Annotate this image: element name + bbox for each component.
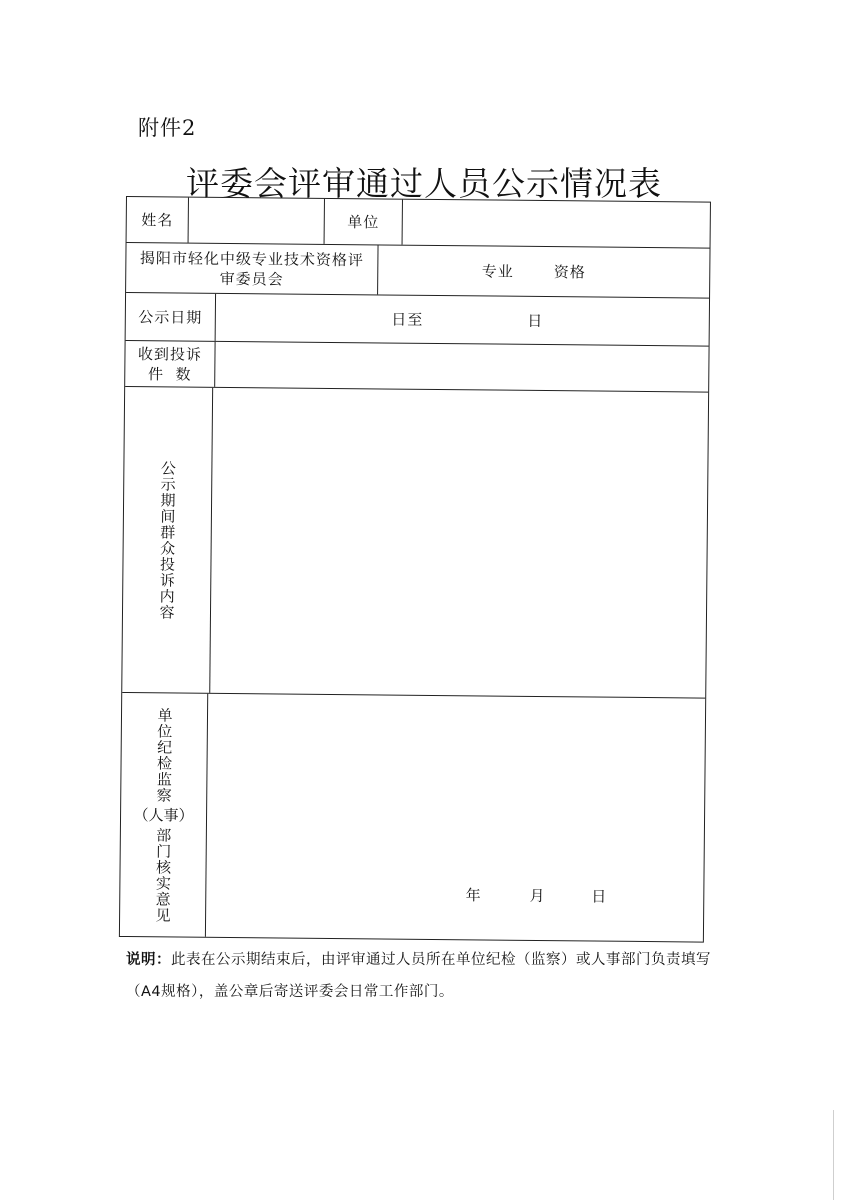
footnote-text: 此表在公示期结束后，由评审通过人员所在单位纪检（监察）或人事部门负责填写（A4规格），盖公章后寄送评委会日常工作部门。 [126, 952, 711, 1000]
sign-year: 年 [465, 886, 482, 905]
signature-date [466, 885, 608, 906]
complaint-count-label [138, 344, 202, 385]
complaint-count-value-cell[interactable] [215, 342, 708, 392]
sign-day: 日 [591, 887, 608, 906]
scan-edge-line [833, 1110, 834, 1200]
verification-label-a: 单位纪检监察 [154, 706, 174, 803]
unit-label: 单位 [347, 212, 380, 231]
date-from-suffix: 日至 [391, 310, 424, 329]
committee-line-2: 审委员会 [219, 269, 284, 289]
name-label-cell [127, 197, 189, 243]
footnote [126, 944, 726, 1008]
row-complaint-count [125, 341, 708, 393]
verification-label-c: 部门核实意见 [153, 826, 173, 923]
verification-label-cell [120, 693, 208, 937]
form-title: 评委会评审通过人员公示情况表 [186, 164, 662, 203]
verification-label-b: （人事） [133, 805, 194, 825]
date-label: 公示日期 [138, 307, 203, 327]
row-complaint-content [122, 387, 708, 699]
date-to-suffix: 日 [527, 311, 544, 330]
publicity-form-table [119, 196, 711, 943]
sign-month: 月 [529, 886, 546, 906]
complaint-content-value-cell[interactable] [210, 388, 708, 698]
name-label: 姓名 [141, 210, 174, 229]
committee-line-1: 揭阳市轻化中级专业技术资格评 [139, 248, 364, 269]
unit-value-cell[interactable] [403, 200, 710, 248]
complaint-count-line-1: 收到投诉 [137, 344, 203, 364]
complaint-content-label-cell [122, 387, 213, 693]
verification-label [133, 707, 195, 924]
complaint-content-label: 公示期间群众投诉内容 [157, 459, 177, 620]
row-verification [120, 693, 705, 942]
footnote-label: 说明： [126, 952, 171, 968]
qualification-label: 资格 [553, 262, 586, 281]
attachment-label: 附件2 [138, 116, 197, 140]
complaint-count-line-2: 件 数 [147, 364, 192, 384]
row-committee [126, 243, 709, 299]
committee-name [140, 248, 364, 290]
date-value-cell[interactable] [216, 294, 709, 346]
unit-label-cell [325, 199, 403, 245]
committee-cell [126, 243, 378, 294]
date-label-cell [126, 293, 216, 341]
major-qualification-cell[interactable] [378, 245, 709, 297]
complaint-count-label-cell [125, 341, 215, 387]
row-name-unit [127, 197, 710, 249]
name-value-cell[interactable] [189, 198, 325, 244]
row-publicity-date [126, 293, 709, 347]
verification-value-cell[interactable] [206, 694, 705, 942]
major-label: 专业 [481, 261, 514, 281]
